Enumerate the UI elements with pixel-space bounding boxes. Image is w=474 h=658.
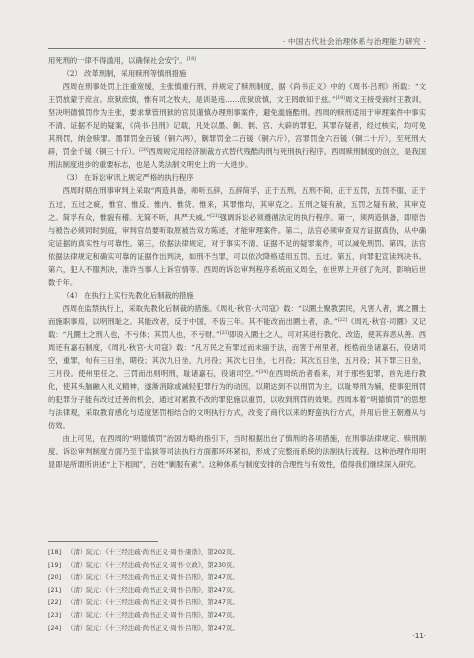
footnote-ref[interactable]: [24] [258, 370, 268, 376]
footnote-ref[interactable]: [22] [337, 317, 347, 323]
footnote-item: [18] （清）阮元：《十三经注疏·尚书正义·周书·康诰》，第202页。 [48, 548, 239, 556]
footnote-item: [19] （清）阮元：《十三经注疏·尚书正义·周书·立政》，第230页。 [48, 560, 239, 569]
footnote-ref[interactable]: [23] [219, 330, 229, 336]
page-number: ·11· [412, 632, 426, 640]
running-header: · 中国古代社会治理体系与治理能力研究 · [282, 37, 426, 46]
paragraph: 西周时期在刑事审判上采取“两造具备，师听五辞，五辞简孚，正于五刑，五刑不简，正于五罚，五罚不服，正于五过，五过之疵，惟官、惟反、惟内、惟货、惟来，其罪惟均，其审克之。五刑之疑有赦，五罚之疑有赦，其审克之。简孚有众，惟貌有稽。无简不听，具严天威。”[21]强调诉讼必须遵循法定的执行程序。第一，须两造俱备，即原告与被告必须同时到庭，审判官员要听取原被告双方陈述，才能审理案件。第二，法官必须审查双方证据真伪，从中确定证据的真实性与可靠性。第三，依据法律规定，对于事实不清、证据不足的疑罪案件，可以减免刑罚。第四，法官依据法律规定和确实可靠的证据作出判决，如刑不当罪，可以依次降格适用五罚、五过。第五，向罪犯宣读判决书。第六，犯人不服判决，准许当事人上诉官情等。西周的诉讼审判程序系统而又周全，在世界上开创了先河，影响后世数千年。 [48, 186, 426, 287]
footnote-item: [23] （清）阮元：《十三经注疏·尚书正义·周书·吕刑》，第247页。 [48, 610, 239, 619]
footnote-ref[interactable]: [21] [210, 213, 220, 219]
body-text [48, 54, 426, 472]
footnote-ref[interactable]: [20] [139, 148, 149, 154]
section-heading: （2） 改革刑制，采用赎刑等慎刑措施 [62, 69, 187, 79]
paragraph: 西周在监禁执行上，采取先教化后制裁的措施。《周礼·秋官·大司寇》载：“以圜土聚教罢民，凡害人者，寘之圜土而施职事焉，以明刑耻之。其能改者，反于中国，不齿三年。其不能改而出圜土者，杀。”[22]《周礼·秋官·司圜》又记载：“凡圜土之刑人也，不亏体；其罚人也，不亏财。”[23]即说入圜土之人，可对其进行教化、改造，使其弃恶从善。西周还有嘉石制度，《周礼·秋官·大司寇》载：“凡万民之有罪过而未丽于法，而害于州里者，桎梏而坐诸嘉石，役诸司空，重罪，旬有三日坐，期役；其次九日坐，九月役；其次七日坐，七月役；其次五日坐，五月役；其下罪三日坐，三月役。使州里任之，三罚而出则明刑，耻诸嘉石，役诸司空。”[24]在西周统治者看来，对于那些犯罪，首先进行教化，使其头脑融入礼义精神，遂渐消除或减轻犯罪行为的动因，以期达到不以刑罚为主，以耻辱刑为辅，使事犯刑罚的犯罪分子能有改过迁善的机会，通过对累教不改的罪犯施以重罚，以收到刑罚的效果。西周本着“明德慎罚”的思想与法律观，采取教育感化与适度惩罚相结合的文明执行方式，改变了商代以来的野蛮执行方式，并用后世王朝遵从与仿效。 [48, 303, 427, 431]
footnote-item: [22] （清）阮元：《十三经注疏·尚书正义·周书·吕刑》，第247页。 [48, 598, 239, 607]
paragraph: 由上可见，在西周的“明德慎罚”治国方略的指引下，当时根据出台了慎刑的各项措施，在刑事法律规定、赎刑制度、诉讼审判制度方面乃至于监狱等司法执行方面都环环紧扣，形成了完整而系统的法制执行流程。这种治理作用明显即是所谓所讲述“上下相闻”，百姓“剿服有素”。这种体系与制度安排的合理性与有效性，值得我们继续深入研究。 [48, 434, 426, 470]
paragraph: 用死刑的一律不得滥用，以确保社会安宁。[18] [48, 56, 196, 65]
section-heading: （4） 在执行上实行先教化后制裁的措施 [62, 290, 194, 300]
header-rule [48, 48, 426, 49]
footnote-rule [48, 541, 158, 542]
footnote-item: [24] （清）阮元：《十三经注疏·尚书正义·周书·吕刑》，第247页。 [48, 623, 239, 632]
paragraph: 西周在刑事处罚上注重宽缓，主张慎重行刑，并规定了赎刑制度，据《尚书正义》中的《周书·吕刑》所载：“文王罚放蒙于庶言。庶狱庶慎，惟有司之牧夫，是训是违……庶狱庶慎，文王罔敢知于兹。”[19]周文王接受商纣王教训，坚决明德慎罚作为主张，要求掌管刑狱的官员谨慎办理刑事案件，避免滥施酷刑。西周的赎刑适用于审理案件中事实不清、证据不足的疑案，《尚书·吕刑》记载，凡处以墨、劓、剕、宫、大辟的罪犯，其罪存疑者，经过核实，均可免其刑罚，纳金赎罪。墨罪罚金百锾（铜六两），劓罪罚金二百锾（铜六斤），宫罪罚金六百锾（铜二十斤），至死刑大辟，罚金千锾（铜三十斤）。[20]西周规定用经济制裁方式替代残酷肉刑与死刑执行程序。西周赎刑制度的创立，是我国刑法制度进步的重要标志，也是人类法制文明史上的一大进步。 [48, 82, 426, 170]
footnote-item: [20] （清）阮元：《十三经注疏·尚书正义·周书·吕刑》，第247页。 [48, 573, 239, 582]
section-heading: （3） 在诉讼审讯上规定严格的执行程序 [62, 173, 194, 183]
footnote-ref[interactable]: [19] [335, 96, 345, 102]
footnote-ref[interactable]: [18] [186, 57, 196, 62]
footnotes [48, 546, 426, 634]
footnote-item: [21] （清）阮元：《十三经注疏·尚书正义·周书·吕刑》，第247页。 [48, 585, 239, 594]
